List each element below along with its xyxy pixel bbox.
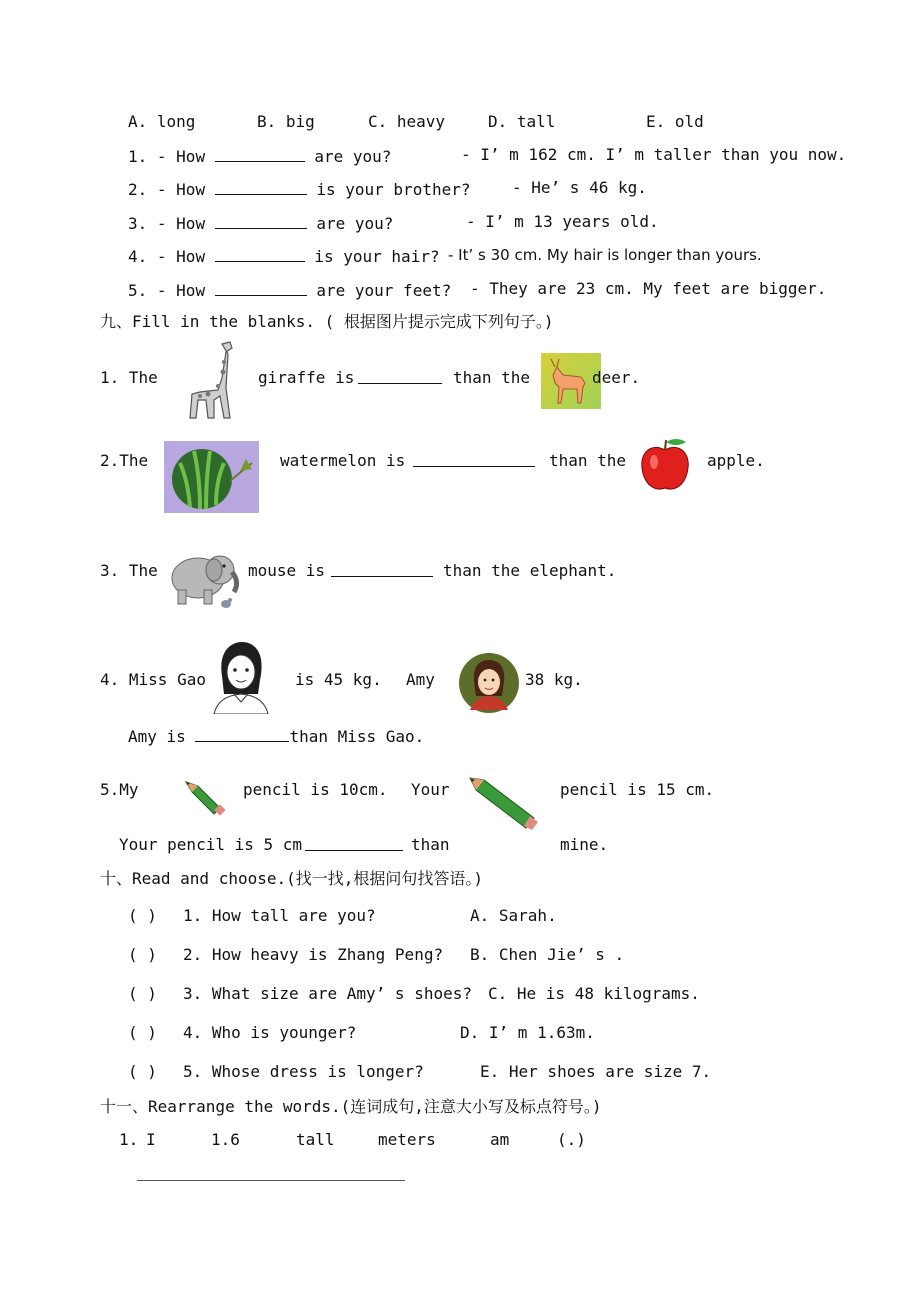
q5-mine: mine. — [560, 835, 609, 854]
option-b: B. big — [257, 112, 315, 131]
answer-blank[interactable] — [195, 725, 289, 742]
answer-bracket[interactable]: ( ) — [128, 984, 157, 1003]
q5-than: than — [411, 835, 450, 854]
q1-giraffe-is: giraffe is — [258, 368, 355, 387]
part10-answer-b: B. Chen Jie’ s . — [470, 945, 625, 964]
part10-question-1: 1. How tall are you? — [183, 906, 376, 925]
q4-miss-gao: 4. Miss Gao — [100, 670, 206, 689]
q3-mouse-is: mouse is — [248, 561, 326, 580]
option-a: A. long — [128, 112, 196, 131]
part10-question-3: 3. What size are Amy’ s shoes? — [183, 984, 472, 1003]
q3-than-the-elephant: than the elephant. — [443, 561, 617, 580]
part8-answer-1: - I’ m 162 cm. I’ m taller than you now. — [461, 145, 847, 164]
part8-row-2: 2. - How is your brother? — [128, 180, 471, 199]
giraffe-image — [178, 338, 244, 422]
part10-question-5: 5. Whose dress is longer? — [183, 1062, 424, 1081]
answer-blank[interactable] — [358, 383, 442, 385]
part10-question-2: 2. How heavy is Zhang Peng? — [183, 945, 444, 964]
word-period: (.) — [557, 1130, 586, 1149]
q1-than-the: than the — [453, 368, 531, 387]
short-pencil-image — [180, 774, 228, 820]
answer-blank[interactable] — [215, 245, 305, 262]
option-d: D. tall — [488, 112, 556, 131]
q2-watermelon-is: watermelon is — [280, 451, 406, 470]
q4-amy-is: Amy is than Miss Gao. — [128, 727, 425, 746]
answer-blank[interactable] — [215, 145, 305, 162]
q3-the: 3. The — [100, 561, 158, 580]
part9-heading: 九、Fill in the blanks. ( 根据图片提示完成下列句子。) — [100, 312, 554, 331]
q4-is-45kg: is 45 kg. — [295, 670, 382, 689]
answer-blank[interactable] — [305, 850, 403, 852]
part8-row-3: 3. - How are you? — [128, 214, 394, 233]
part10-answer-e: E. Her shoes are size 7. — [480, 1062, 712, 1081]
answer-line[interactable] — [137, 1180, 405, 1182]
part8-row-4: 4. - How is your hair? — [128, 247, 440, 266]
q1-deer: deer. — [592, 368, 641, 387]
answer-bracket[interactable]: ( ) — [128, 945, 157, 964]
part11-q1-number: 1. — [119, 1130, 139, 1149]
part8-answer-3: - I’ m 13 years old. — [466, 212, 659, 231]
answer-blank[interactable] — [215, 178, 307, 195]
amy-image — [458, 652, 520, 714]
q2-than-the: than the — [549, 451, 627, 470]
q2-apple: apple. — [707, 451, 765, 470]
part8-row-5: 5. - How are your feet? — [128, 281, 452, 300]
word-am: am — [490, 1130, 510, 1149]
part8-row-1: 1. - How are you? — [128, 147, 392, 166]
part8-answer-5: - They are 23 cm. My feet are bigger. — [470, 279, 827, 298]
part10-answer-c: C. He is 48 kilograms. — [488, 984, 700, 1003]
part8-answer-4: - It’ s 30 cm. My hair is longer than yours. — [448, 246, 762, 264]
part8-answer-2: - He’ s 46 kg. — [512, 178, 647, 197]
q5-pencil-10cm: pencil is 10cm. — [243, 780, 388, 799]
part10-answer-d: D. I’ m 1.63m. — [460, 1023, 595, 1042]
q5-my: 5.My — [100, 780, 139, 799]
word-meters: meters — [378, 1130, 436, 1149]
answer-blank[interactable] — [331, 576, 433, 578]
answer-blank[interactable] — [215, 212, 307, 229]
option-c: C. heavy — [368, 112, 446, 131]
part10-heading: 十、Read and choose.(找一找,根据问句找答语。) — [100, 869, 484, 888]
answer-bracket[interactable]: ( ) — [128, 1023, 157, 1042]
part10-answer-a: A. Sarah. — [470, 906, 557, 925]
q5-pencil-15cm: pencil is 15 cm. — [560, 780, 715, 799]
answer-bracket[interactable]: ( ) — [128, 1062, 157, 1081]
word-1-6: 1.6 — [211, 1130, 240, 1149]
part11-heading: 十一、Rearrange the words.(连词成句,注意大小写及标点符号。) — [100, 1097, 602, 1116]
miss-gao-image — [210, 640, 272, 714]
word-tall: tall — [296, 1130, 335, 1149]
q2-the: 2.The — [100, 451, 149, 470]
watermelon-image — [164, 441, 259, 513]
q4-amy: Amy — [406, 670, 435, 689]
answer-blank[interactable] — [413, 466, 535, 468]
answer-bracket[interactable]: ( ) — [128, 906, 157, 925]
q5-your-pencil: Your pencil is 5 cm — [119, 835, 303, 854]
answer-blank[interactable] — [215, 279, 307, 296]
apple-image — [636, 434, 694, 494]
elephant-mouse-image — [164, 546, 246, 614]
part10-question-4: 4. Who is younger? — [183, 1023, 357, 1042]
long-pencil-image — [464, 768, 546, 834]
q5-your: Your — [411, 780, 450, 799]
q1-the: 1. The — [100, 368, 158, 387]
word-i: I — [146, 1130, 156, 1149]
q4-38kg: 38 kg. — [525, 670, 583, 689]
option-e: E. old — [646, 112, 704, 131]
